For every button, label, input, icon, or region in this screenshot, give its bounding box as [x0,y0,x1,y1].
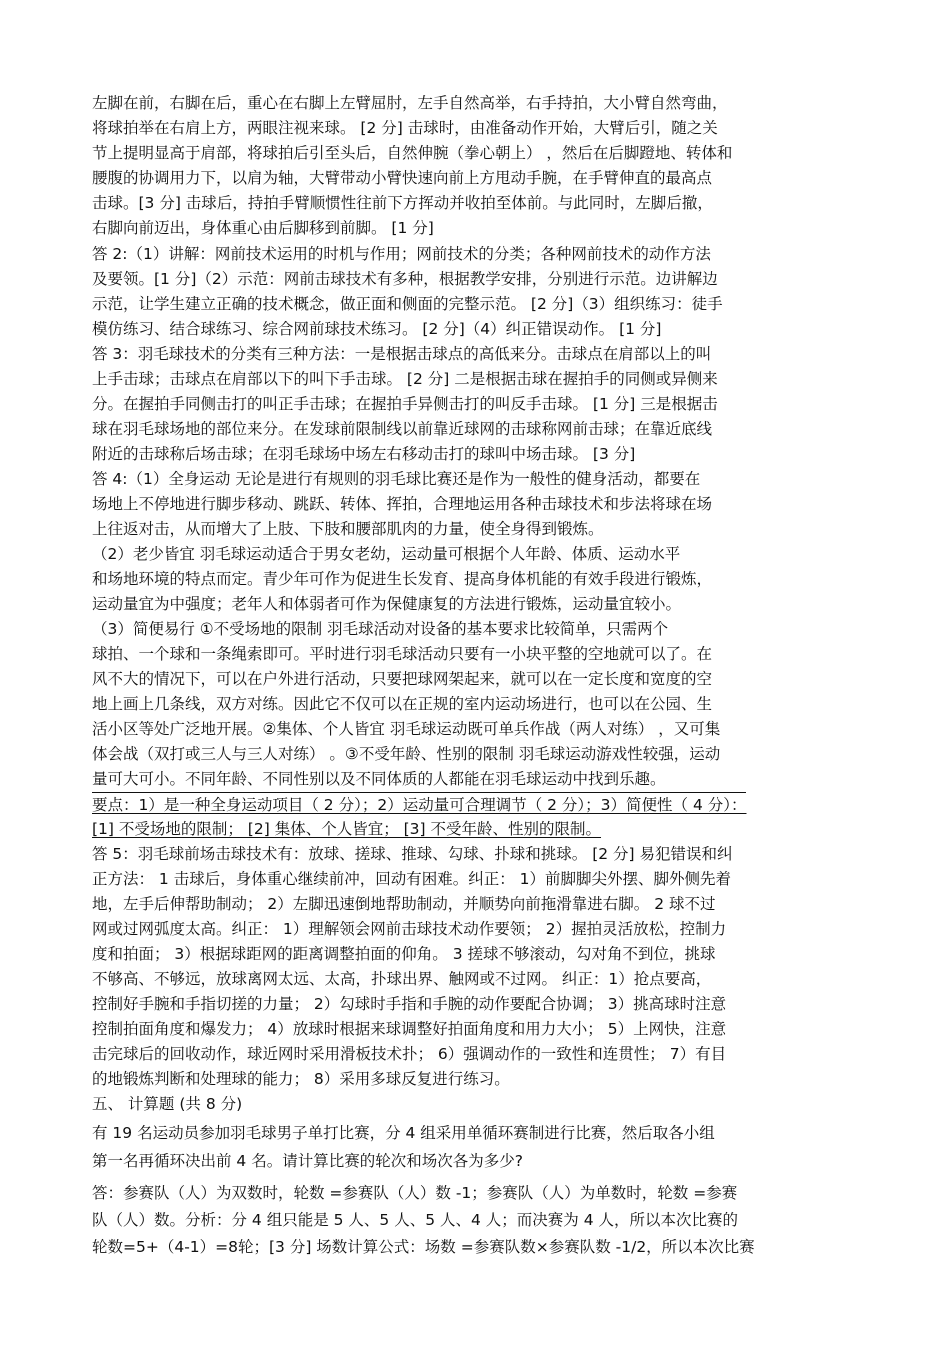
question-line: 有 19 名运动员参加羽毛球男子单打比赛，分 4 组采用单循环赛制进行比赛，然后取各小组 [92,1124,715,1142]
section-heading: 五、 计算题 (共 8 分) [92,1095,243,1113]
text-line: 控制拍面角度和爆发力； 4）放球时根据来球调整好拍面角度和用力大小； 5）上网快，注意 [92,1020,727,1038]
text-line: 场地上不停地进行脚步移动、跳跃、转体、挥拍，合理地运用各种击球技术和步法将球在场 [92,495,713,513]
text-line: 左脚在前，右脚在后，重心在右脚上左臂屈肘，左手自然高举，右手持拍，大小臂自然弯曲， [92,94,728,112]
text-line: 球在羽毛球场地的部位来分。在发球前限制线以前靠近球网的击球称网前击球；在靠近底线 [92,420,713,438]
answer-2-line: 答 2:（1）讲解：网前技术运用的时机与作用；网前技术的分类；各种网前技术的动作方法 [92,245,711,263]
text-line: 活小区等处广泛地开展。②集体、个人皆宜 羽毛球运动既可单兵作战（两人对练） ，又可集 [92,720,721,738]
text-line: 轮数=5+（4-1）=8轮；[3 分] 场数计算公式：场数 =参赛队数×参赛队数 -1/2，所以本次比赛 [92,1238,755,1256]
text-line: 模仿练习、结合球练习、综合网前球技术练习。 [2 分]（4）纠正错误动作。 [1 分] [92,320,662,338]
text-line: 腰腹的协调用力下，以肩为轴，大臂带动小臂快速向前上方甩动手腕，在手臂伸直的最高点 [92,169,713,187]
text-line: 的地锻炼判断和处理球的能力； 8）采用多球反复进行练习。 [92,1070,510,1088]
answer-5-line: 答 5：羽毛球前场击球技术有：放球、搓球、推球、勾球、扑球和挑球。 [2 分] 易犯错误和纠 [92,845,733,863]
text-line: 正方法： 1 击球后，身体重心继续前冲，回动有困难。纠正： 1）前脚脚尖外摆、脚外侧先着 [92,870,732,888]
text-line: 节上提明显高于肩部，将球拍后引至头后，自然伸腕（拳心朝上） ，然后在后脚蹬地、转体和 [92,144,733,162]
text-line: 击完球后的回收动作，球近网时采用滑板技术扑； 6）强调动作的一致性和连贯性； 7）有目 [92,1045,727,1063]
text-line: 上手击球；击球点在肩部以下的叫下手击球。 [2 分] 二是根据击球在握拍手的同侧或异侧来 [92,370,718,388]
text-line: 右脚向前迈出，身体重心由后脚移到前脚。 [1 分] [92,219,434,237]
text-line: 地，左手后伸帮助制动； 2）左脚迅速倒地帮助制动，并顺势向前拖滑靠进右脚。 2 球不过 [92,895,716,913]
key-points-line: 要点：1）是一种全身运动项目（ 2 分）；2）运动量可合理调节（ 2 分）；3）简便性（ 4 分）： [92,792,746,817]
text-line: （3）简便易行 ①不受场地的限制 羽毛球活动对设备的基本要求比较简单，只需两个 [92,620,669,638]
calc-answer-line: 答：参赛队（人）为双数时，轮数 =参赛队（人）数 -1；参赛队（人）为单数时，轮数 =参赛 [92,1184,738,1202]
text-line: 分。在握拍手同侧击打的叫正手击球；在握拍手异侧击打的叫反手击球。 [1 分] 三是根据击 [92,395,718,413]
text-line: 体会战（双打或三人与三人对练） 。③不受年龄、性别的限制 羽毛球运动游戏性较强，运动 [92,745,721,763]
answer-4-line: 答 4:（1）全身运动 无论是进行有规则的羽毛球比赛还是作为一般性的健身活动，都要在 [92,470,701,488]
text-line: 球拍、一个球和一条绳索即可。平时进行羽毛球活动只要有一小块平整的空地就可以了。在 [92,645,713,663]
text-line: 量可大可小。不同年龄、不同性别以及不同体质的人都能在羽毛球运动中找到乐趣。 [92,770,666,788]
question-line: 第一名再循环决出前 4 名。请计算比赛的轮次和场次各为多少? [92,1152,523,1170]
text-line: 上往返对击，从而增大了上肢、下肢和腰部肌肉的力量，使全身得到锻炼。 [92,520,604,538]
text-line: 运动量宜为中强度；老年人和体弱者可作为保健康复的方法进行锻炼，运动量宜较小。 [92,595,682,613]
text-line: 度和拍面； 3）根据球距网的距离调整拍面的仰角。 3 搓球不够滚动，勾对角不到位，挑球 [92,945,716,963]
text-line: 控制好手腕和手指切搓的力量； 2）勾球时手指和手腕的动作要配合协调； 3）挑高球时注意 [92,995,727,1013]
text-line: 示范，让学生建立正确的技术概念，做正面和侧面的完整示范。 [2 分]（3）组织练习：徒手 [92,295,723,313]
text-line: 不够高、不够远，放球离网太远、太高，扑球出界、触网或不过网。 纠正：1）抢点要高， [92,970,712,988]
text-line: 将球拍举在右肩上方，两眼注视来球。 [2 分] 击球时，由准备动作开始，大臂后引，随之关 [92,119,718,137]
text-line: 击球。[3 分] 击球后，持拍手臂顺惯性往前下方挥动并收拍至体前。与此同时，左脚后撤， [92,194,713,212]
text-line: （2）老少皆宜 羽毛球运动适合于男女老幼，运动量可根据个人年龄、体质、运动水平 [92,545,681,563]
text-line: 队（人）数。分析：分 4 组只能是 5 人、5 人、5 人、4 人；而决赛为 4 人，所以本次比赛的 [92,1211,739,1229]
text-line: 和场地环境的特点而定。青少年可作为促进生长发育、提高身体机能的有效手段进行锻炼， [92,570,713,588]
text-line: 及要领。[1 分]（2）示范：网前击球技术有多种，根据教学安排，分别进行示范。边讲解边 [92,270,718,288]
key-points-line: [1] 不受场地的限制； [2] 集体、个人皆宜； [3] 不受年龄、性别的限制。 [92,820,602,838]
text-line: 地上画上几条线，双方对练。因此它不仅可以在正规的室内运动场进行，也可以在公园、生 [92,695,713,713]
answer-3-line: 答 3：羽毛球技术的分类有三种方法：一是根据击球点的高低来分。击球点在肩部以上的叫 [92,345,712,363]
text-line: 附近的击球称后场击球；在羽毛球场中场左右移动击打的球叫中场击球。 [3 分] [92,445,636,463]
text-line: 网或过网弧度太高。纠正： 1）理解领会网前击球技术动作要领； 2）握拍灵活放松，控制力 [92,920,727,938]
text-line: 风不大的情况下，可以在户外进行活动，只要把球网架起来，就可以在一定长度和宽度的空 [92,670,713,688]
